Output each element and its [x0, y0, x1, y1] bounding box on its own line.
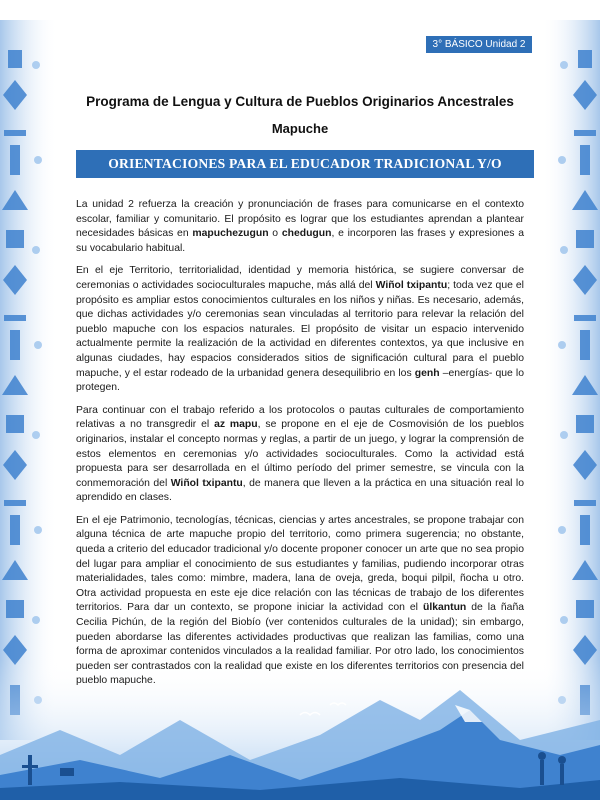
text-run: , e incorporen las frases y expresiones a su vocabulario habitual. — [76, 228, 524, 254]
bold-term: Wiñol txipantu — [170, 477, 243, 489]
text-run: En el eje Territorio, territorialidad, identidad y memoria histórica, se sugiere conversar de ceremonias o actividades socioculturales mapuche, más allá del — [76, 265, 524, 291]
body-text — [76, 198, 524, 697]
unit-badge: 3° BÁSICO Unidad 2 — [426, 36, 532, 53]
right-decorative-border — [542, 20, 600, 740]
text-run: –energías- que lo protegen. — [76, 367, 524, 394]
culture-title: Mapuche — [271, 121, 329, 136]
text-run: En el eje Patrimonio, tecnologías, técnicas, ciencias y artes ancestrales, se propone trabajar con alguna técnica de arte mapuche propio del territorio, como primera sugerencia; no obstante, queda a criterio del educador tradicional y/o docente proponer conocer un arte que no sea propio del lugar para ampliar el conocimiento de sus estudiantes y familias, pudiendo incorporar otras materialidades, tales como: mimbre, madera, lana de oveja, greda, boqui pilpil, ñocha u otro. Otra actividad propuesta en este eje dice relación con las técnicas de trabajo de los diferentes territorios. Para dar un contexto, se propone iniciar la actividad con el — [76, 514, 524, 614]
bold-term: az mapu — [214, 419, 258, 431]
left-decorative-border — [0, 20, 58, 740]
bold-term: mapuchezugun — [192, 228, 269, 240]
paragraph — [76, 264, 524, 395]
bold-term: ülkantun — [422, 602, 467, 614]
text-run: , se propone en el eje de Cosmovisión de los pueblos originarios, instalar el concepto normas y reglas, a partir de un juego, y lograr la comprensión de estos elementos en ceremonias y/o actividades socioculturales. Como la actividad está propuesta para ser desarrollada en el último período del primer semestre, se vincula con la conmemoración del — [76, 419, 524, 489]
text-run: ; toda vez que el propósito es ampliar estos conocimientos culturales en los niños y niñas. Es necesario, además, que dichas actividades y/o ceremonias sean vinculadas al territorio para relevar la relación del pueblo mapuche con los espacios naturales. El propósito de visitar un espacio intervenido actualmente permite la realización de la actividad en diferentes contextos, ya que inclusive en algunas ciudades, hay espacios considerados sitios de significación cultural para el pueblo mapuche, y el estar rodeado de la urbanidad genera desequilibrio en los — [76, 279, 524, 379]
text-run: La unidad 2 refuerza la creación y pronunciación de frases para comunicarse en el contexto escolar, familiar y comunitario. El propósito es lograr que los estudiantes aprendan a plantear necesidades básicas en — [76, 199, 524, 240]
paragraph — [76, 514, 524, 689]
bold-term: genh — [414, 367, 440, 379]
program-title: Programa de Lengua y Cultura de Pueblos Originarios Ancestrales — [86, 94, 514, 109]
text-run: o — [268, 228, 282, 240]
bold-term: chedugun — [281, 228, 332, 240]
text-run: , de manera que lleven a la práctica en una situación real lo aprendido en clases. — [76, 477, 525, 504]
text-run: de la ñaña Cecilia Pichún, de la región del Biobío (ver contenidos culturales de la unidad); sin embargo, pueden abordarse las diferentes actividades productivas que realizan las familias, como una forma de aproximar contenidos vinculados a la realidad familiar. Por otro lado, los conocimientos pueden ser contrastados con la realidad que existe en los diferentes territorios con presencia del pueblo mapuche. — [76, 602, 524, 687]
text-run: Para continuar con el trabajo referido a los protocolos o pautas culturales de comportamiento relativas a no transgredir el — [76, 404, 524, 431]
bold-term: Wiñol txipantu — [375, 279, 448, 291]
paragraph — [76, 404, 524, 506]
paragraph — [76, 198, 524, 256]
section-title-bar: ORIENTACIONES PARA EL EDUCADOR TRADICIONAL Y/O DOCENTE — [76, 150, 534, 178]
